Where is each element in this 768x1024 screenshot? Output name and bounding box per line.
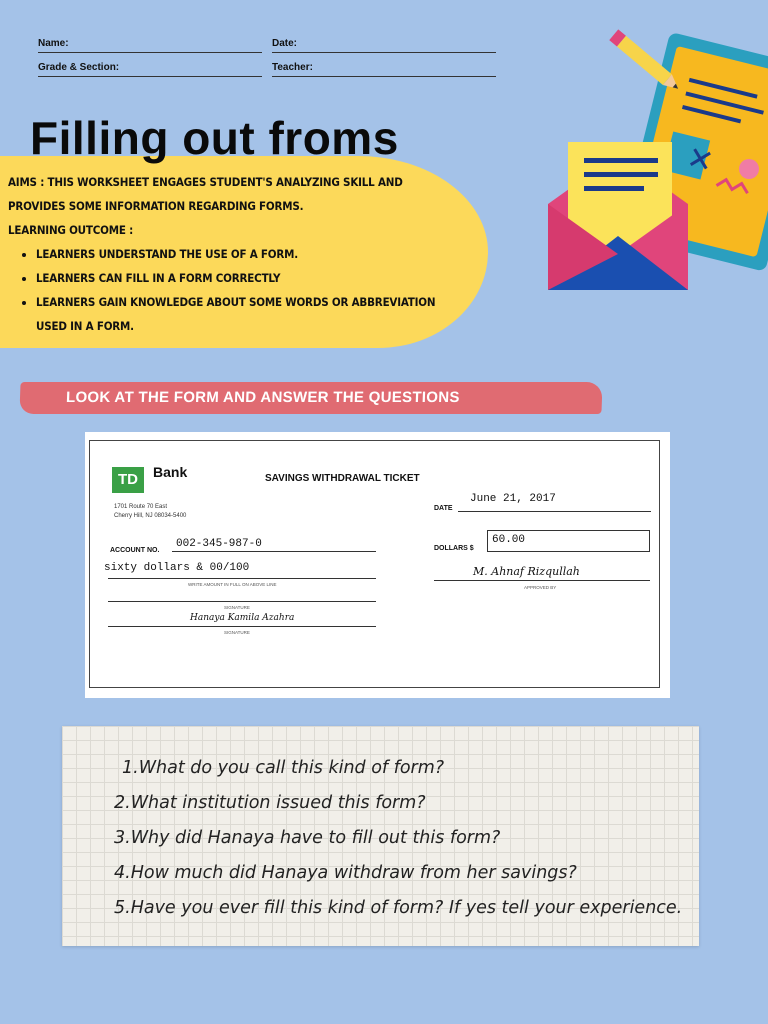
question-list [114,751,682,926]
td-logo: TD [112,467,144,493]
dollars-box[interactable] [487,530,650,552]
signature-caption: SIGNATURE [224,630,250,635]
date-field[interactable] [272,38,496,53]
account-line [172,551,376,552]
withdrawal-ticket [85,432,670,698]
amount-caption: WRITE AMOUNT IN FULL ON ABOVE LINE [188,582,277,587]
question-item: 5.Have you ever fill this kind of form? If yes tell your experience. [114,898,683,918]
grade-label: Grade & Section: [38,62,120,73]
customer-signature: Hanaya Kamila Azahra [190,613,295,623]
date-label: DATE [434,505,453,512]
question-item: 3.Why did Hanaya have to fill out this form? [114,828,501,848]
instruction-banner: LOOK AT THE FORM AND ANSWER THE QUESTIONS [19,382,602,414]
account-value: 002-345-987-0 [176,538,262,550]
teacher-label: Teacher: [272,62,313,73]
dollars-label: DOLLARS $ [434,545,474,552]
outcome-label: LEARNING OUTCOME : [8,223,134,237]
aims-text: AIMS : THIS WORKSHEET ENGAGES STUDENT'S ANALYZING SKILL AND PROVIDES SOME INFORMATION REGARDING FORMS. [8,175,403,213]
teacher-field[interactable] [272,62,496,77]
name-label: Name: [38,38,69,49]
withdrawal-ticket-border [89,440,660,688]
amount-words: sixty dollars & 00/100 [104,562,250,574]
grade-section-field[interactable] [38,62,262,77]
outcome-item: • LEARNERS UNDERSTAND THE USE OF A FORM. [36,242,458,266]
approved-line [434,580,650,581]
approved-caption: APPROVED BY [524,585,557,590]
question-item: 1.What do you call this kind of form? [122,758,445,778]
outcome-item: • LEARNERS CAN FILL IN A FORM CORRECTLY [36,266,458,290]
envelope-illustration [544,24,768,296]
amount-line [108,578,376,579]
bank-name: Bank [153,464,188,480]
questions-paper [62,726,699,946]
ticket-title: SAVINGS WITHDRAWAL TICKET [265,473,420,484]
outcome-item: • LEARNERS GAIN KNOWLEDGE ABOUT SOME WORDS OR ABBREVIATION USED IN A FORM. [36,290,458,338]
address-line: 1701 Route 70 East [114,504,168,510]
approved-signature: M. Ahnaf Rizqullah [473,565,580,578]
address-line: Cherry Hill, NJ 08034-5400 [114,513,187,519]
date-value: June 21, 2017 [470,493,556,505]
account-label: ACCOUNT NO. [110,547,160,554]
bank-address [114,503,186,521]
question-item: 4.How much did Hanaya withdraw from her savings? [114,863,577,883]
signature-line [108,601,376,602]
signature-caption: SIGNATURE [224,605,250,610]
name-field[interactable] [38,38,262,53]
outcome-list [8,242,458,338]
customer-signature-line [108,626,376,627]
date-line [458,511,651,512]
date-label: Date: [272,38,298,49]
page-title: Filling out froms [30,112,399,164]
question-item: 2.What institution issued this form? [114,793,426,813]
dollars-value: 60.00 [492,534,526,546]
aims-section [8,170,458,338]
envelope-icon [548,142,688,290]
